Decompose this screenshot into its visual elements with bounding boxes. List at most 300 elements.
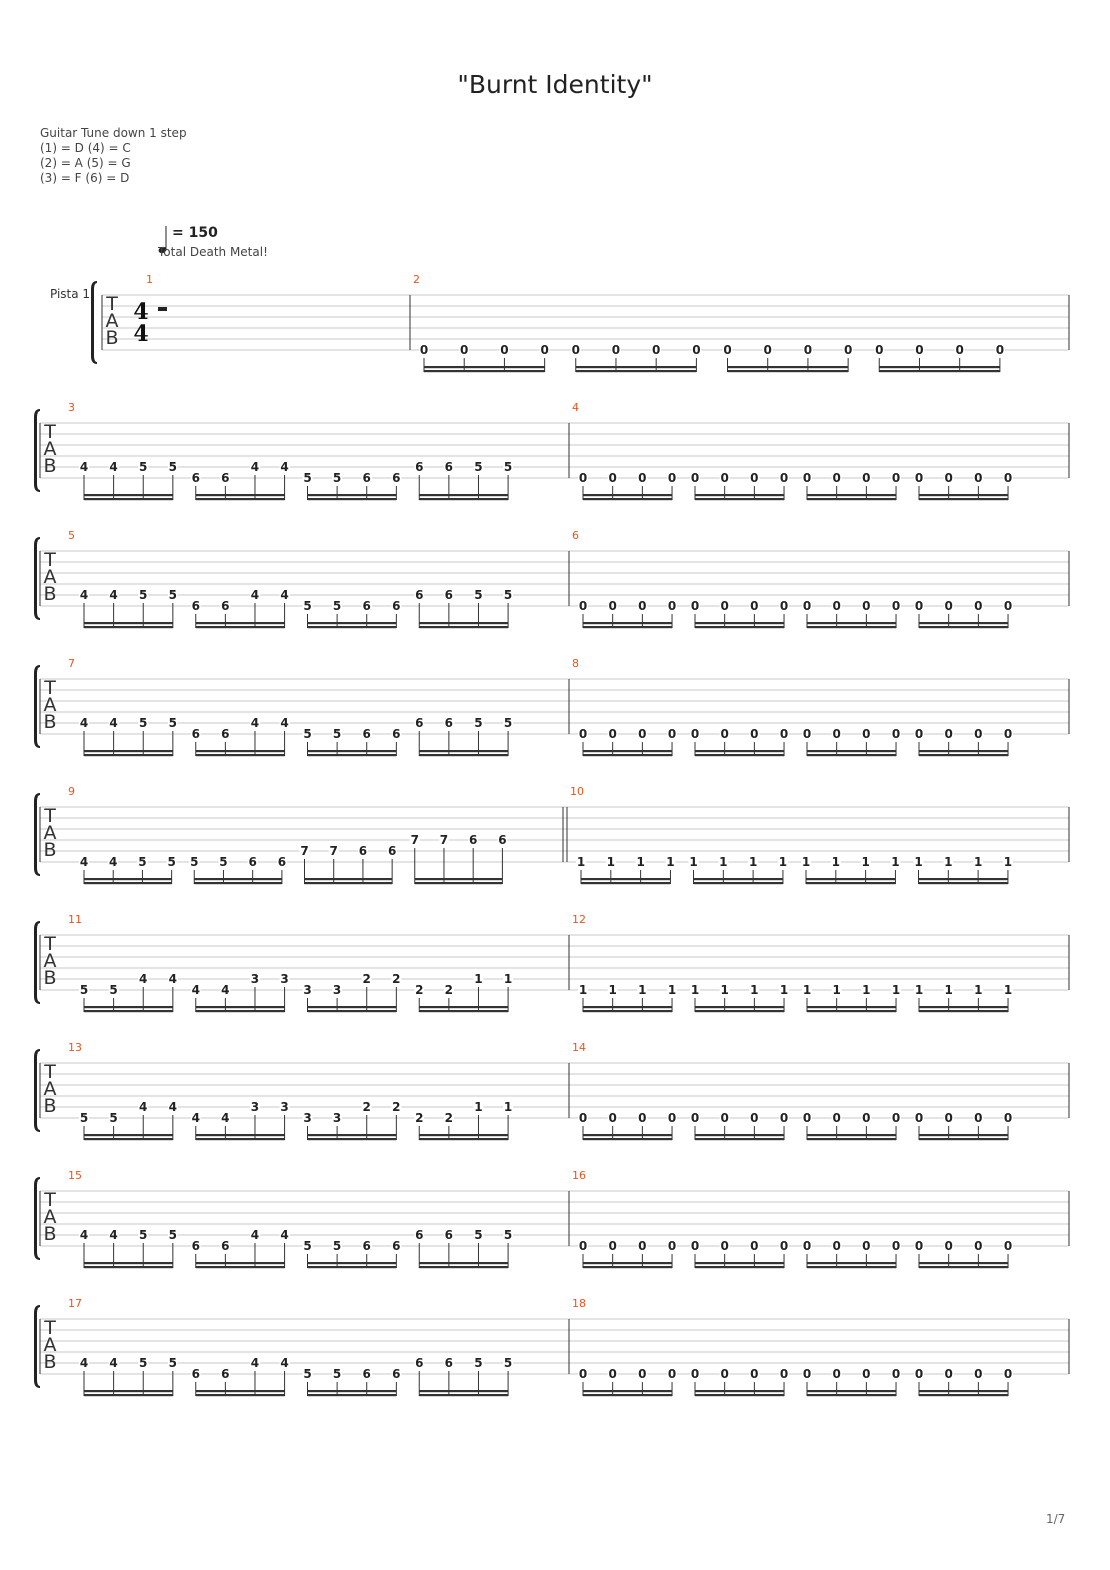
- fret-number: 4: [280, 1356, 289, 1370]
- measure-number: 18: [572, 1297, 586, 1310]
- tab-clef-letter: A: [43, 438, 57, 460]
- fret-number: 4: [250, 1228, 260, 1242]
- beam: [308, 622, 397, 624]
- fret-number: 0: [802, 471, 812, 485]
- fret-number: 1: [690, 983, 700, 997]
- fret-number: 5: [332, 471, 342, 485]
- beam: [576, 366, 697, 368]
- fret-number: 6: [191, 1367, 200, 1381]
- fret-number: 0: [802, 1367, 812, 1381]
- fret-number: 6: [444, 1356, 454, 1370]
- fret-number: 0: [891, 727, 901, 741]
- beam: [415, 882, 503, 884]
- beam: [305, 878, 393, 880]
- fret-number: 4: [109, 588, 118, 602]
- beam: [695, 1394, 784, 1396]
- tab-system: [40, 1297, 1069, 1396]
- fret-number: 0: [1003, 1367, 1013, 1381]
- fret-number: 0: [750, 471, 759, 485]
- system-bracket: [34, 793, 40, 876]
- system-bracket: [34, 1305, 40, 1388]
- system-bracket: [34, 921, 40, 1004]
- beam: [419, 1262, 508, 1264]
- beam: [419, 1134, 508, 1136]
- beam: [807, 622, 896, 624]
- beam: [807, 626, 896, 628]
- fret-number: 5: [503, 716, 513, 730]
- fret-number: 5: [474, 588, 483, 602]
- beam: [308, 1262, 397, 1264]
- fret-number: 4: [280, 1228, 289, 1242]
- time-signature-top: 4: [133, 299, 149, 325]
- fret-number: 0: [690, 471, 700, 485]
- beam: [308, 1266, 397, 1268]
- fret-number: 0: [862, 471, 871, 485]
- beam: [695, 622, 784, 624]
- fret-number: 1: [862, 983, 871, 997]
- fret-number: 6: [444, 588, 454, 602]
- fret-number: 5: [79, 1111, 89, 1125]
- fret-number: 6: [362, 1239, 371, 1253]
- system-bracket: [34, 409, 40, 492]
- fret-number: 0: [500, 343, 509, 357]
- fret-number: 6: [191, 1239, 200, 1253]
- beam: [84, 754, 173, 756]
- fret-number: 5: [168, 588, 178, 602]
- fret-number: 0: [578, 1367, 588, 1381]
- beam: [695, 626, 784, 628]
- fret-number: 0: [763, 343, 772, 357]
- beam: [583, 1390, 672, 1392]
- measure-number: 3: [68, 401, 75, 414]
- fret-number: 0: [891, 599, 901, 613]
- beam: [196, 622, 285, 624]
- fret-number: 0: [720, 471, 729, 485]
- measure-number: 8: [572, 657, 579, 670]
- beam: [695, 1006, 784, 1008]
- beam: [84, 1262, 173, 1264]
- fret-number: 6: [392, 727, 401, 741]
- beam: [419, 622, 508, 624]
- fret-number: 6: [191, 471, 200, 485]
- fret-number: 0: [843, 343, 853, 357]
- fret-number: 0: [667, 599, 677, 613]
- fret-number: 0: [832, 599, 841, 613]
- fret-number: 5: [168, 1228, 178, 1242]
- beam: [695, 1134, 784, 1136]
- fret-number: 0: [720, 727, 729, 741]
- fret-number: 1: [689, 855, 698, 869]
- beam: [419, 494, 508, 496]
- fret-number: 1: [1003, 983, 1013, 997]
- fret-number: 4: [191, 983, 200, 997]
- fret-number: 1: [801, 855, 811, 869]
- fret-number: 0: [638, 1239, 647, 1253]
- measure-number: 13: [68, 1041, 82, 1054]
- tab-clef-letter: A: [43, 1334, 57, 1356]
- fret-number: 4: [221, 1111, 230, 1125]
- beam: [196, 626, 285, 628]
- fret-number: 0: [690, 1367, 700, 1381]
- measure-number: 17: [68, 1297, 82, 1310]
- beam: [919, 750, 1008, 752]
- fret-number: 0: [578, 1239, 588, 1253]
- fret-number: 4: [280, 460, 289, 474]
- fret-number: 0: [720, 1239, 729, 1253]
- tab-clef-letter: B: [105, 327, 119, 349]
- fret-number: 7: [329, 844, 338, 858]
- tab-system: [40, 913, 1069, 1012]
- beam: [583, 1010, 672, 1012]
- fret-number: 4: [139, 972, 148, 986]
- fret-number: 0: [779, 1111, 789, 1125]
- fret-number: 0: [571, 343, 580, 357]
- fret-number: 6: [362, 1367, 371, 1381]
- fret-number: 1: [750, 983, 759, 997]
- fret-number: 0: [915, 343, 924, 357]
- beam: [583, 750, 672, 752]
- fret-number: 0: [862, 727, 871, 741]
- fret-number: 1: [944, 855, 953, 869]
- fret-number: 0: [638, 1111, 647, 1125]
- fret-number: 1: [576, 855, 586, 869]
- fret-number: 6: [191, 727, 200, 741]
- tab-clef-letter: B: [43, 455, 57, 477]
- fret-number: 1: [719, 855, 728, 869]
- beam: [84, 498, 173, 500]
- beam: [583, 1134, 672, 1136]
- beam: [583, 1262, 672, 1264]
- beam: [695, 1266, 784, 1268]
- fret-number: 0: [460, 343, 469, 357]
- beam: [807, 1006, 896, 1008]
- fret-number: 1: [778, 855, 788, 869]
- fret-number: 0: [750, 727, 759, 741]
- beam: [308, 1006, 397, 1008]
- fret-number: 6: [415, 588, 424, 602]
- beam: [807, 1266, 896, 1268]
- fret-number: 1: [748, 855, 758, 869]
- fret-number: 6: [444, 460, 454, 474]
- fret-number: 5: [503, 1356, 513, 1370]
- tuning-line: (2) = A (5) = G: [40, 156, 131, 170]
- fret-number: 5: [167, 855, 176, 869]
- beam: [807, 1394, 896, 1396]
- fret-number: 6: [191, 599, 200, 613]
- fret-number: 0: [914, 471, 924, 485]
- tab-clef-letter: T: [44, 933, 56, 955]
- measure-number: 2: [413, 273, 420, 286]
- fret-number: 6: [221, 727, 230, 741]
- fret-number: 3: [280, 1100, 289, 1114]
- beam: [84, 494, 173, 496]
- fret-number: 5: [474, 1356, 483, 1370]
- fret-number: 5: [474, 1228, 483, 1242]
- fret-number: 0: [667, 1111, 677, 1125]
- beam: [196, 1138, 285, 1140]
- fret-number: 0: [944, 727, 953, 741]
- fret-number: 3: [280, 972, 289, 986]
- fret-number: 0: [802, 1239, 812, 1253]
- tab-clef-letter: T: [44, 805, 56, 827]
- beam: [308, 1138, 397, 1140]
- fret-number: 0: [914, 1111, 924, 1125]
- beam: [728, 370, 849, 372]
- beam: [196, 1262, 285, 1264]
- fret-number: 1: [802, 983, 812, 997]
- beam: [807, 750, 896, 752]
- fret-number: 5: [332, 599, 342, 613]
- fret-number: 6: [362, 471, 371, 485]
- fret-number: 4: [221, 983, 230, 997]
- fret-number: 6: [392, 1367, 401, 1381]
- fret-number: 6: [444, 1228, 454, 1242]
- beam: [196, 750, 285, 752]
- beam: [919, 878, 1008, 880]
- beam: [84, 1394, 173, 1396]
- fret-number: 0: [750, 1367, 759, 1381]
- beam: [84, 750, 173, 752]
- fret-number: 6: [221, 471, 230, 485]
- beam: [196, 1134, 285, 1136]
- tab-system: [40, 657, 1069, 756]
- fret-number: 0: [750, 599, 759, 613]
- fret-number: 0: [667, 1239, 677, 1253]
- fret-number: 0: [779, 727, 789, 741]
- beam: [419, 1394, 508, 1396]
- fret-number: 7: [410, 833, 419, 847]
- tab-clef-letter: T: [44, 421, 56, 443]
- fret-number: 0: [944, 1239, 953, 1253]
- fret-number: 5: [332, 1367, 342, 1381]
- fret-number: 6: [415, 1228, 424, 1242]
- fret-number: 0: [832, 727, 841, 741]
- beam: [919, 1134, 1008, 1136]
- fret-number: 0: [832, 1111, 841, 1125]
- fret-number: 0: [608, 471, 617, 485]
- fret-number: 1: [861, 855, 870, 869]
- fret-number: 0: [611, 343, 621, 357]
- tab-clef-letter: A: [43, 694, 57, 716]
- fret-number: 4: [109, 460, 118, 474]
- fret-number: 2: [415, 983, 424, 997]
- tab-clef-letter: B: [43, 1351, 57, 1373]
- beam: [919, 1394, 1008, 1396]
- fret-number: 0: [891, 1367, 901, 1381]
- fret-number: 0: [667, 1367, 677, 1381]
- fret-number: 3: [250, 1100, 260, 1114]
- tab-clef-letter: B: [43, 967, 57, 989]
- fret-number: 0: [974, 1239, 983, 1253]
- fret-number: 0: [608, 1239, 617, 1253]
- fret-number: 5: [139, 588, 148, 602]
- tab-clef-letter: B: [43, 583, 57, 605]
- beam: [583, 626, 672, 628]
- beam: [419, 1266, 508, 1268]
- beam: [84, 1134, 173, 1136]
- tab-clef-letter: T: [106, 293, 118, 315]
- beam: [695, 1010, 784, 1012]
- beam: [583, 498, 672, 500]
- beam: [424, 366, 545, 368]
- tab-system: [40, 1041, 1069, 1140]
- fret-number: 0: [802, 727, 812, 741]
- fret-number: 6: [415, 716, 424, 730]
- fret-number: 6: [392, 599, 401, 613]
- beam: [84, 882, 172, 884]
- fret-number: 5: [139, 1228, 148, 1242]
- fret-number: 1: [944, 983, 953, 997]
- fret-number: 4: [79, 855, 89, 869]
- fret-number: 0: [974, 599, 983, 613]
- fret-number: 4: [109, 1356, 118, 1370]
- fret-number: 0: [832, 1239, 841, 1253]
- fret-number: 0: [802, 599, 812, 613]
- beam: [424, 370, 545, 372]
- beam: [583, 494, 672, 496]
- tab-clef-letter: A: [43, 822, 57, 844]
- beam: [196, 498, 285, 500]
- fret-number: 0: [875, 343, 884, 357]
- fret-number: 3: [303, 983, 312, 997]
- beam: [919, 1266, 1008, 1268]
- fret-number: 0: [578, 599, 588, 613]
- beam: [581, 878, 670, 880]
- fret-number: 5: [503, 1228, 513, 1242]
- beam: [583, 754, 672, 756]
- tab-clef-letter: A: [43, 1078, 57, 1100]
- fret-number: 0: [803, 343, 813, 357]
- fret-number: 1: [831, 855, 840, 869]
- fret-number: 0: [720, 1111, 729, 1125]
- section-annotation: Total Death Metal!: [158, 245, 268, 259]
- fret-number: 6: [444, 716, 454, 730]
- beam: [807, 1134, 896, 1136]
- fret-number: 5: [303, 1367, 312, 1381]
- fret-number: 2: [362, 972, 371, 986]
- fret-number: 0: [832, 1367, 841, 1381]
- fret-number: 0: [779, 1239, 789, 1253]
- fret-number: 0: [914, 1367, 924, 1381]
- fret-number: 6: [387, 844, 397, 858]
- beam: [308, 750, 397, 752]
- measure-number: 12: [572, 913, 586, 926]
- fret-number: 1: [667, 983, 677, 997]
- fret-number: 0: [974, 727, 983, 741]
- beam: [694, 878, 783, 880]
- fret-number: 3: [303, 1111, 312, 1125]
- tempo-marking: = 150: [172, 225, 218, 241]
- fret-number: 0: [914, 727, 924, 741]
- system-bracket: [91, 281, 97, 364]
- fret-number: 5: [168, 716, 178, 730]
- fret-number: 4: [250, 1356, 260, 1370]
- fret-number: 1: [973, 855, 983, 869]
- beam: [305, 882, 393, 884]
- beam: [919, 1138, 1008, 1140]
- fret-number: 3: [332, 983, 342, 997]
- fret-number: 0: [862, 599, 871, 613]
- beam: [419, 750, 508, 752]
- beam: [84, 1138, 173, 1140]
- fret-number: 6: [248, 855, 257, 869]
- beam: [919, 1006, 1008, 1008]
- beam: [308, 1390, 397, 1392]
- fret-number: 0: [750, 1239, 759, 1253]
- fret-number: 5: [503, 588, 513, 602]
- fret-number: 6: [392, 1239, 401, 1253]
- fret-number: 0: [862, 1111, 871, 1125]
- fret-number: 0: [802, 1111, 812, 1125]
- beam: [419, 754, 508, 756]
- beam: [84, 1390, 173, 1392]
- measure-number: 4: [572, 401, 579, 414]
- fret-number: 5: [168, 1356, 178, 1370]
- fret-number: 5: [219, 855, 228, 869]
- fret-number: 6: [498, 833, 507, 847]
- beam: [695, 1390, 784, 1392]
- fret-number: 1: [891, 855, 900, 869]
- beam: [807, 754, 896, 756]
- fret-number: 0: [862, 1239, 871, 1253]
- fret-number: 0: [690, 1239, 700, 1253]
- system-bracket: [34, 665, 40, 748]
- fret-number: 1: [636, 855, 645, 869]
- beam: [84, 1006, 173, 1008]
- fret-number: 0: [578, 1111, 588, 1125]
- beam: [807, 1138, 896, 1140]
- beam: [807, 1262, 896, 1264]
- fret-number: 0: [578, 471, 588, 485]
- tab-clef-letter: T: [44, 549, 56, 571]
- fret-number: 4: [280, 588, 289, 602]
- fret-number: 0: [955, 343, 964, 357]
- fret-number: 4: [168, 972, 178, 986]
- beam: [919, 622, 1008, 624]
- tab-system: [40, 785, 1069, 884]
- beam: [196, 1010, 285, 1012]
- fret-number: 2: [392, 972, 401, 986]
- fret-number: 2: [415, 1111, 424, 1125]
- measure-number: 9: [68, 785, 75, 798]
- beam: [419, 1006, 508, 1008]
- measure-number: 14: [572, 1041, 586, 1054]
- beam: [419, 1390, 508, 1392]
- fret-number: 6: [358, 844, 368, 858]
- fret-number: 4: [250, 588, 260, 602]
- measure-number: 11: [68, 913, 82, 926]
- fret-number: 1: [914, 983, 924, 997]
- fret-number: 0: [974, 1111, 983, 1125]
- beam: [919, 1010, 1008, 1012]
- fret-number: 0: [862, 1367, 871, 1381]
- beam: [194, 878, 282, 880]
- fret-number: 0: [608, 599, 617, 613]
- beam: [583, 1006, 672, 1008]
- beam: [308, 754, 397, 756]
- measure-number: 7: [68, 657, 75, 670]
- fret-number: 0: [779, 1367, 789, 1381]
- fret-number: 5: [303, 471, 312, 485]
- fret-number: 4: [280, 716, 289, 730]
- fret-number: 0: [1003, 727, 1013, 741]
- fret-number: 0: [690, 599, 700, 613]
- tuning-heading: Guitar Tune down 1 step: [40, 126, 187, 140]
- fret-number: 0: [974, 1367, 983, 1381]
- fret-number: 5: [332, 1239, 342, 1253]
- beam: [194, 882, 282, 884]
- measure-number: 10: [570, 785, 584, 798]
